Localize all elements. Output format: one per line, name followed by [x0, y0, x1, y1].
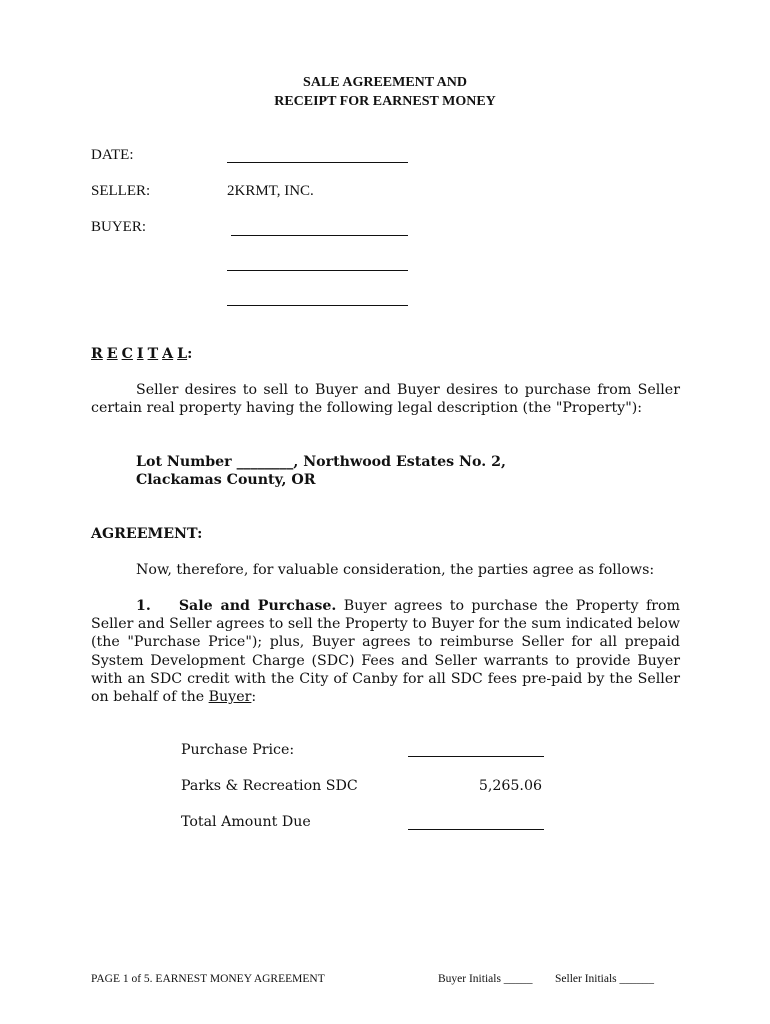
agreement-intro: Now, therefore, for valuable consideration, the parties agree as follows: [136, 562, 655, 578]
buyer-blank-line-3 [227, 305, 408, 306]
section-1-title: Sale and Purchase. [178, 598, 337, 614]
recital-colon: : [187, 346, 193, 362]
footer-page-info: PAGE 1 of 5. EARNEST MONEY AGREEMENT [91, 973, 325, 985]
agreement-heading: AGREEMENT: [91, 526, 203, 542]
section-1-buyer: Buyer [208, 689, 252, 706]
section-1-paragraph [91, 597, 680, 706]
document-title-line1: SALE AGREEMENT AND [303, 75, 467, 90]
parks-recreation-label: Parks & Recreation SDC [181, 778, 358, 794]
seller-label: SELLER: [91, 183, 151, 199]
total-amount-blank [408, 829, 544, 830]
recital-heading [91, 345, 192, 363]
parks-recreation-value: 5,265.06 [478, 778, 542, 794]
section-1-number: 1. [136, 598, 151, 614]
recital-letter: T [147, 346, 159, 362]
date-label: DATE: [91, 147, 134, 163]
buyer-label: BUYER: [91, 219, 147, 235]
total-amount-label: Total Amount Due [181, 814, 311, 830]
recital-letter: C [121, 346, 133, 362]
seller-value: 2KRMT, INC. [227, 183, 314, 199]
purchase-price-blank [408, 756, 544, 757]
recital-letter: R [91, 346, 103, 362]
recital-letter: I [136, 346, 144, 362]
purchase-price-label: Purchase Price: [181, 742, 295, 758]
section-1-end: : [251, 689, 257, 706]
buyer-blank-line-2 [227, 270, 408, 271]
buyer-blank-line-1 [231, 235, 408, 236]
footer-buyer-initials: Buyer Initials _____ [438, 973, 533, 985]
recital-letter: L [177, 346, 188, 362]
section-1-text: Buyer agrees to purchase the Property from Seller and Seller agrees to sell the Property to Buyer for the sum indicated below (the "Purchase Price"); plus, Buyer agrees to reimburse Seller for all prepaid System Development Charge (SDC) Fees and Seller warrants to provide Buyer with an SDC credit with the City of Canby for all SDC fees pre-paid by the Seller on behalf of the [91, 598, 680, 706]
document-title-line2: RECEIPT FOR EARNEST MONEY [274, 94, 496, 109]
legal-description-line1: Lot Number ________, Northwood Estates No. 2, [136, 454, 506, 470]
date-blank-line [227, 162, 408, 163]
footer-seller-initials: Seller Initials ______ [555, 973, 655, 985]
recital-letter: E [106, 346, 118, 362]
recital-letter: A [162, 346, 174, 362]
legal-description-line2: Clackamas County, OR [136, 472, 316, 488]
recital-paragraph: Seller desires to sell to Buyer and Buyer desires to purchase from Seller certain real property having the following legal description (the "Property"): [91, 382, 680, 417]
